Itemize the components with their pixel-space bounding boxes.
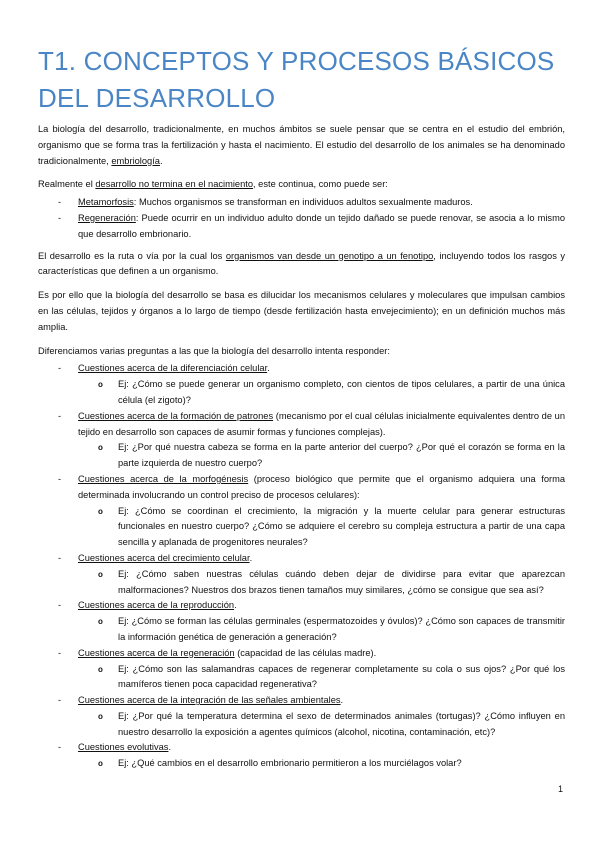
question-term: Cuestiones evolutivas	[78, 742, 169, 753]
question-text: .	[340, 695, 344, 706]
questions-list	[38, 361, 565, 772]
question-example: o Ej: ¿Por qué la temperatura determina el sexo de determinados animales (tortugas)? ¿Cómo influyen en nuestro desarrollo la exposición a agentes químicos (alcohol, nicotina, contaminación, etc)?	[38, 709, 565, 741]
document-body	[38, 122, 565, 772]
question-item	[38, 551, 565, 567]
question-term: Cuestiones acerca de la diferenciación celular	[78, 363, 268, 374]
question-example: o Ej: ¿Cómo se coordinan el crecimiento, la migración y la muerte celular para generar estructuras funcionales en nuestro cuerpo? ¿Cómo se adquiere el cerebro su compleja estructura a partir de una capa sencilla y aplanada de progenitores neurales?	[38, 504, 565, 551]
question-text: .	[168, 742, 172, 753]
question-example: o Ej: ¿Cómo son las salamandras capaces de regenerar completamente su cola o sus ojos? ¿Por qué los mamíferos tienen poca capacidad regenerativa?	[38, 662, 565, 694]
question-example: o Ej: ¿Cómo saben nuestras células cuándo deben dejar de dividirse para evitar que aparezcan malformaciones? Nuestros dos brazos tienen tamaños muy similares, ¿cómo se consigue que sea así?	[38, 567, 565, 599]
page-title: T1. CONCEPTOS Y PROCESOS BÁSICOS DEL DESARROLLO	[38, 46, 555, 113]
question-item	[38, 409, 565, 441]
list-item	[38, 195, 565, 211]
list-text: : Muchos organismos se transforman en individuos adultos sexualmente maduros.	[133, 197, 473, 208]
list-term: Regeneración	[78, 212, 136, 223]
question-text: (capacidad de las células madre).	[234, 647, 377, 658]
question-text: .	[249, 552, 253, 563]
question-term: Cuestiones acerca de la reproducción	[78, 600, 235, 611]
paragraph-questions-intro: Diferenciamos varias preguntas a las que la biología del desarrollo intenta responder:	[38, 345, 390, 356]
list-text: : Puede ocurrir en un individuo adulto donde un tejido dañado se puede renovar, se asocia a lo mismo que desarrollo embrionario.	[78, 212, 565, 239]
text-run: El desarrollo es la ruta o vía por la cual los	[38, 250, 226, 261]
text-run: La biología del desarrollo, tradicionalmente, en muchos ámbitos se suele pensar que se centra en el estudio del embrión, organismo que se forma tras la fertilización y hasta el nacimiento. El estudio del desarrollo de los animales se ha denominado tradicionalmente,	[38, 124, 565, 166]
paragraph-mechanisms: Es por ello que la biología del desarrollo se basa es dilucidar los mecanismos celulares y moleculares que impulsan cambios en las células, tejidos y órganos a lo largo de tiempo (desde fertilización hasta envejecimiento); en un definición muchos más amplia.	[38, 290, 565, 332]
question-item	[38, 740, 565, 756]
question-item	[38, 361, 565, 377]
question-example: o Ej: ¿Qué cambios en el desarrollo embrionario permitieron a los murciélagos volar?	[38, 756, 565, 772]
question-example: o Ej: ¿Cómo se forman las células germinales (espermatozoides y óvulos)? ¿Cómo son capaces de transmitir la información genética de generación a generación?	[38, 614, 565, 646]
page-number: 1	[557, 784, 563, 794]
examples-list	[38, 195, 565, 242]
paragraph-intro	[38, 122, 565, 169]
question-example: o Ej: ¿Por qué nuestra cabeza se forma en la parte anterior del cuerpo? ¿Por qué el corazón se forma en la parte izquierda de nuestro cuerpo?	[38, 440, 565, 472]
text-run: , este continua, como puede ser:	[253, 179, 388, 190]
underlined-term: organismos van desde un genotipo a un fenotipo	[225, 250, 434, 261]
question-text: .	[234, 600, 237, 611]
question-term: Cuestiones acerca de la formación de patrones	[78, 410, 274, 421]
question-term: Cuestiones acerca de la integración de las señales ambientales	[78, 695, 341, 706]
underlined-term: desarrollo no termina en el nacimiento	[95, 179, 253, 190]
question-term: Cuestiones acerca de la morfogénesis	[78, 473, 249, 484]
question-term: Cuestiones acerca de la regeneración	[78, 647, 235, 658]
list-item	[38, 211, 565, 243]
question-example: o Ej: ¿Cómo se puede generar un organismo completo, con cientos de tipos celulares, a partir de una única célula (el zigoto)?	[38, 377, 565, 409]
question-term: Cuestiones acerca del crecimiento celular	[78, 552, 250, 563]
list-term: Metamorfosis	[78, 197, 134, 208]
text-run: Realmente el	[38, 179, 96, 190]
question-text: .	[267, 363, 270, 374]
question-text: (proceso biológico que permite que el organismo adquiera una forma determinada involucrando un control preciso de procesos celulares):	[78, 473, 566, 500]
question-item	[38, 598, 565, 614]
question-item	[38, 693, 565, 709]
paragraph-genotype	[38, 249, 565, 281]
question-item	[38, 646, 565, 662]
question-text: (mecanismo por el cual células inicialmente equivalentes dentro de un tejido en desarrollo son capaces de asumir formas y funciones complejas).	[78, 410, 565, 437]
text-run: , incluyendo todos los rasgos y características que definen a un organismo.	[38, 250, 565, 277]
paragraph-development	[38, 177, 565, 193]
underlined-term: embriología	[111, 155, 160, 166]
question-item	[38, 472, 565, 504]
text-run: .	[159, 155, 163, 166]
